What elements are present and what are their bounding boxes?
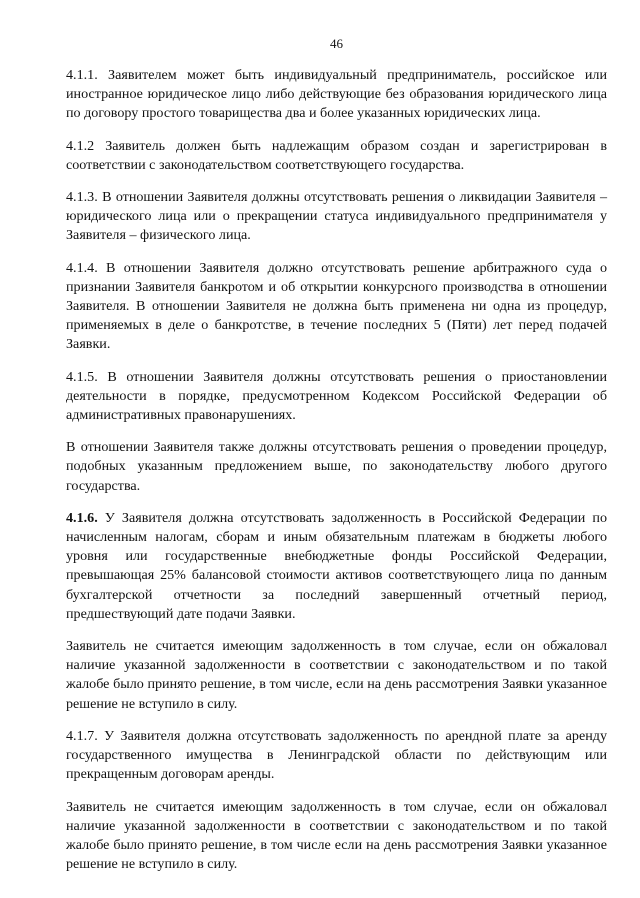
paragraph-4-1-4: [66, 259, 607, 355]
paragraph-text: У Заявителя должна отсутствовать задолженность в Российской Федерации по начисленным налогам, сборам и иным обязательным платежам в бюджеты любого уровня или государственные внебюджетные фонды Российской Федерации, превышающая 25% балансовой стоимости активов соответствующего лица по данным бухгалтерской отчетности за последний завершенный отчетный период, предшествующий дате подачи Заявки.: [66, 509, 607, 622]
paragraph-text: 4.1.2 Заявитель должен быть надлежащим образом создан и зарегистрирован в соответствии с законодательством соответствующего государства.: [66, 137, 607, 173]
paragraph-4-1-3: [66, 188, 607, 246]
paragraph-4-1-5-continued: [66, 438, 607, 496]
paragraph-text: Заявитель не считается имеющим задолженность в том случае, если он обжаловал наличие указанной задолженности в соответствии с законодательством и по такой жалобе было принято решение, в том числе если на день рассмотрения Заявки указанное решение не вступило в силу.: [66, 798, 607, 873]
paragraph-4-1-7: [66, 727, 607, 785]
paragraph-number: 4.1.6.: [66, 509, 98, 526]
paragraph-text: 4.1.3. В отношении Заявителя должны отсутствовать решения о ликвидации Заявителя – юридического лица или о прекращении статуса индивидуального предпринимателя у Заявителя – физического лица.: [66, 189, 607, 244]
paragraph-4-1-1: [66, 66, 607, 124]
paragraph-text: Заявитель не считается имеющим задолженность в том случае, если он обжаловал наличие указанной задолженности в соответствии с законодательством и по такой жалобе было принято решение, в том числе, если на день рассмотрения Заявки указанное решение не вступило в силу.: [66, 638, 607, 712]
page-number: 46: [330, 36, 343, 51]
paragraph-4-1-6: [66, 509, 607, 624]
paragraph-4-1-2: [66, 137, 607, 175]
paragraph-4-1-7-continued: [66, 798, 607, 875]
paragraph-4-1-6-continued: [66, 637, 607, 714]
paragraph-4-1-5: [66, 368, 607, 426]
paragraph-text: 4.1.4. В отношении Заявителя должно отсутствовать решение арбитражного суда о признании Заявителя банкротом и об открытии конкурсного производства в отношении Заявителя. В отношении Заявителя не должна быть применена ни одна из процедур, применяемых в деле о банкротстве, в течение последних 5 (Пяти) лет перед подачей Заявки.: [66, 259, 607, 353]
paragraph-text: 4.1.5. В отношении Заявителя должны отсутствовать решения о приостановлении деятельности в порядке, предусмотренном Кодексом Российской Федерации об административных правонарушениях.: [66, 368, 607, 424]
paragraph-text: 4.1.1. Заявителем может быть индивидуальный предприниматель, российское или иностранное юридическое лицо либо действующие без образования юридического лица по договору простого товарищества два и более указанных юридических лица.: [66, 67, 607, 122]
paragraph-text: В отношении Заявителя также должны отсутствовать решения о проведении процедур, подобных указанным предложением выше, по законодательству любого другого государства.: [66, 439, 607, 494]
paragraph-text: 4.1.7. У Заявителя должна отсутствовать задолженность по арендной плате за аренду государственного имущества в Ленинградской области по действующим или прекращенным договорам аренды.: [66, 727, 607, 783]
